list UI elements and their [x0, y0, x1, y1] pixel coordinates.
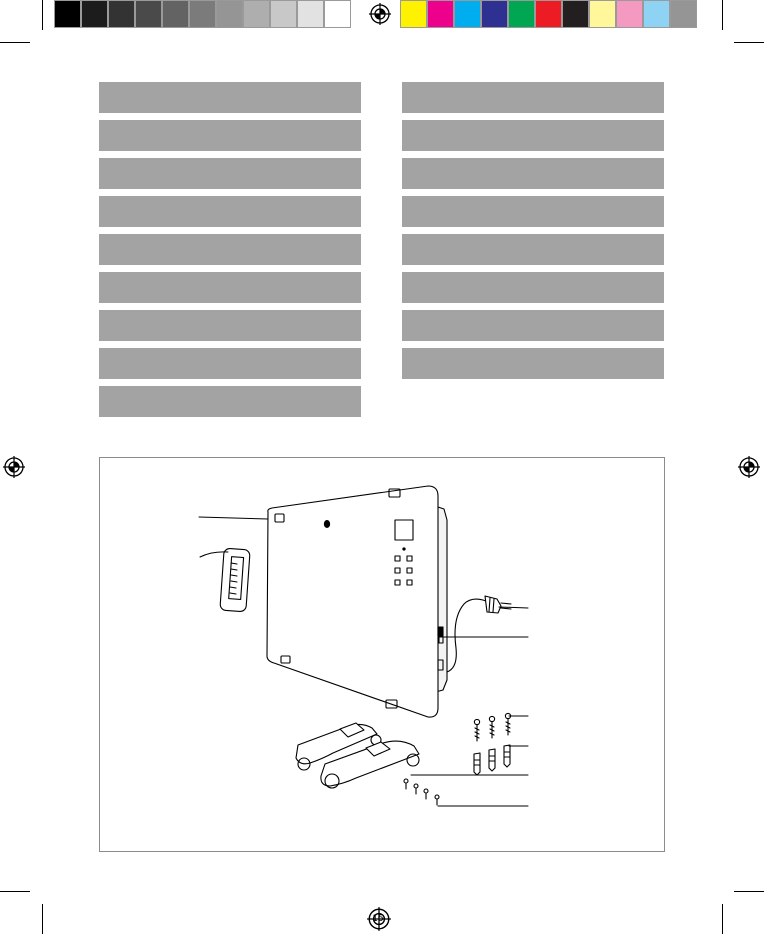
wall-plugs — [474, 745, 510, 775]
heater-panel — [267, 486, 438, 717]
page-number: 15 — [372, 914, 384, 924]
wall-screws — [474, 713, 510, 741]
remote-control — [220, 548, 250, 612]
feet-stand — [296, 723, 419, 788]
foot-screws — [404, 779, 439, 805]
